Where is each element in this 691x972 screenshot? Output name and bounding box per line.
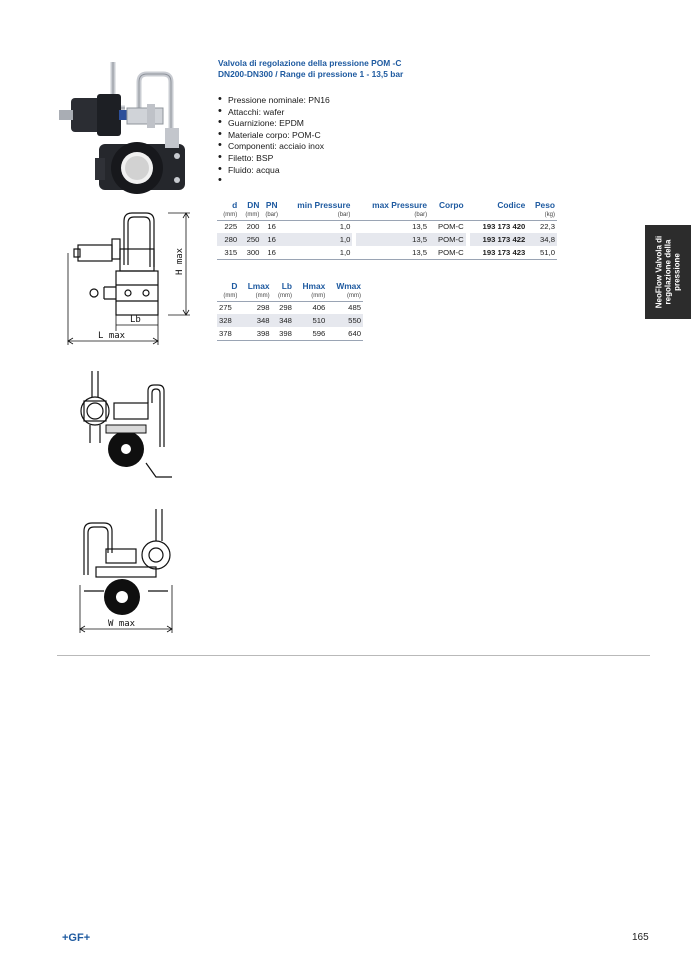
table-cell: 193 173 423 bbox=[470, 246, 528, 259]
table-cell: 378 bbox=[217, 327, 239, 340]
table-cell: 193 173 422 bbox=[470, 233, 528, 246]
pressure-spec-table bbox=[217, 199, 557, 260]
unit-cell: (mm) bbox=[327, 292, 363, 301]
page-number: 165 bbox=[632, 932, 649, 943]
column-header: Lmax bbox=[247, 281, 270, 291]
table-cell: 406 bbox=[312, 303, 326, 313]
column-header: min Pressure bbox=[297, 200, 351, 210]
feature-item: • Guarnizione: EPDM bbox=[218, 118, 330, 130]
table-cell: 200 bbox=[246, 222, 260, 232]
section-divider bbox=[57, 655, 650, 656]
table-cell: 51,0 bbox=[527, 246, 557, 259]
column-header: Codice bbox=[497, 200, 526, 210]
side-tab-line: pressione bbox=[672, 253, 682, 291]
table-cell: 300 bbox=[239, 246, 261, 259]
table-units-row bbox=[217, 292, 363, 301]
table-cell: POM-C bbox=[438, 222, 464, 232]
table-row bbox=[217, 220, 557, 233]
dimensions-table bbox=[217, 280, 363, 341]
w-max-label: W max bbox=[108, 619, 136, 629]
drawing-front-view bbox=[76, 367, 176, 482]
table-cell: 348 bbox=[239, 314, 271, 327]
table-cell: 16 bbox=[261, 233, 282, 246]
table-cell: 13,5 bbox=[412, 222, 428, 232]
column-header: d bbox=[232, 200, 238, 210]
column-header: Wmax bbox=[336, 281, 361, 291]
feature-item: • Fluido: acqua bbox=[218, 165, 330, 177]
table-units-row bbox=[217, 211, 557, 220]
table-cell: 398 bbox=[272, 327, 294, 340]
table-cell: 328 bbox=[217, 314, 239, 327]
table-cell: POM-C bbox=[429, 233, 466, 246]
product-photo bbox=[55, 58, 190, 198]
column-header: max Pressure bbox=[372, 200, 428, 210]
table-cell: 398 bbox=[239, 327, 271, 340]
table-row bbox=[217, 301, 363, 314]
unit-cell: (mm) bbox=[239, 211, 261, 220]
column-header: DN bbox=[247, 200, 260, 210]
product-title bbox=[218, 58, 403, 80]
unit-cell: (mm) bbox=[217, 292, 239, 301]
h-max-label: H max bbox=[175, 247, 185, 275]
feature-item: • Attacchi: wafer bbox=[218, 107, 330, 119]
column-header: Peso bbox=[534, 200, 555, 210]
feature-item: • Componenti: acciaio inox bbox=[218, 141, 330, 153]
product-title-line1: Valvola di regolazione della pressione POM -C bbox=[218, 58, 402, 68]
gf-logo: +GF+ bbox=[62, 932, 91, 944]
table-row bbox=[217, 246, 557, 259]
unit-cell: (bar) bbox=[356, 211, 429, 220]
table-cell: 225 bbox=[224, 222, 238, 232]
table-cell: 250 bbox=[239, 233, 261, 246]
table-cell: 485 bbox=[348, 303, 361, 313]
column-header: Hmax bbox=[302, 281, 326, 291]
side-tab-line: NeoFlow Valvola di bbox=[654, 235, 664, 309]
table-cell: 16 bbox=[261, 246, 282, 259]
table-cell: 1,0 bbox=[282, 233, 352, 246]
unit-cell: (mm) bbox=[272, 292, 294, 301]
table-header-row bbox=[217, 280, 363, 292]
table-cell: 275 bbox=[219, 303, 232, 313]
drawing-side-view bbox=[64, 205, 194, 347]
feature-item: • Materiale corpo: POM-C bbox=[218, 130, 330, 142]
table-cell: 596 bbox=[294, 327, 327, 340]
table-cell: 510 bbox=[294, 314, 327, 327]
table-cell: 1,0 bbox=[339, 222, 351, 232]
side-tab-line: regolazione della bbox=[663, 239, 673, 305]
table-cell: 640 bbox=[327, 327, 363, 340]
drawing-top-view bbox=[76, 505, 176, 635]
table-cell: 348 bbox=[272, 314, 294, 327]
unit-cell: (mm) bbox=[239, 292, 271, 301]
feature-item bbox=[218, 176, 330, 188]
column-header: PN bbox=[265, 200, 278, 210]
feature-item: • Pressione nominale: PN16 bbox=[218, 95, 330, 107]
column-header: Lb bbox=[281, 281, 292, 291]
table-cell: 34,8 bbox=[527, 233, 557, 246]
lb-label: Lb bbox=[130, 315, 141, 325]
chapter-side-tab-label bbox=[655, 227, 682, 317]
table-cell: 550 bbox=[327, 314, 363, 327]
chapter-side-tab bbox=[645, 225, 691, 319]
table-cell: 13,5 bbox=[356, 233, 429, 246]
unit-cell bbox=[429, 211, 466, 220]
unit-cell bbox=[470, 211, 528, 220]
table-header-row bbox=[217, 199, 557, 211]
unit-cell: (mm) bbox=[217, 211, 239, 220]
unit-cell: (bar) bbox=[261, 211, 282, 220]
table-cell: 16 bbox=[267, 222, 276, 232]
unit-cell: (mm) bbox=[294, 292, 327, 301]
product-title-line2: DN200-DN300 / Range di pressione 1 - 13,5 bar bbox=[218, 69, 404, 79]
table-cell: 22,3 bbox=[540, 222, 555, 232]
table-cell: 315 bbox=[217, 246, 239, 259]
feature-list bbox=[218, 95, 330, 188]
column-header: Corpo bbox=[438, 200, 464, 210]
column-header: D bbox=[231, 281, 238, 291]
table-cell: 298 bbox=[256, 303, 270, 313]
table-cell: 193 173 420 bbox=[482, 222, 526, 232]
table-row bbox=[217, 314, 363, 327]
table-cell: POM-C bbox=[429, 246, 466, 259]
table-row bbox=[217, 233, 557, 246]
unit-cell: (bar) bbox=[282, 211, 352, 220]
table-cell: 13,5 bbox=[356, 246, 429, 259]
table-cell: 280 bbox=[217, 233, 239, 246]
table-row bbox=[217, 327, 363, 340]
feature-item: • Filetto: BSP bbox=[218, 153, 330, 165]
l-max-label: L max bbox=[98, 331, 126, 341]
unit-cell: (kg) bbox=[527, 211, 557, 220]
table-cell: 1,0 bbox=[282, 246, 352, 259]
table-cell: 298 bbox=[279, 303, 292, 313]
